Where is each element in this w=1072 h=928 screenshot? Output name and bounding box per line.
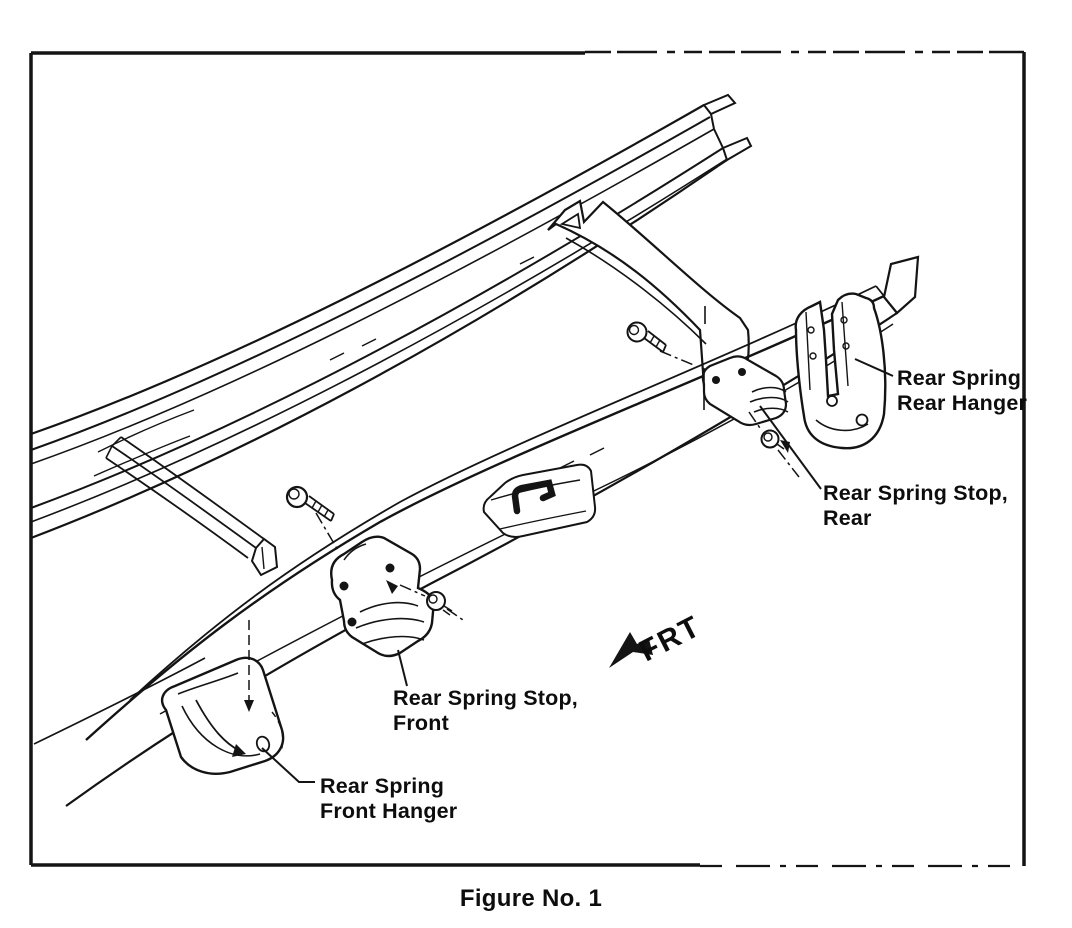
frt-label: FRT bbox=[634, 609, 707, 669]
label-rear-spring-front-hanger-line2: Front Hanger bbox=[320, 799, 458, 823]
label-rear-spring-stop-front-line1: Rear Spring Stop, bbox=[393, 686, 578, 710]
front-direction-indicator bbox=[609, 610, 706, 669]
leader-front-stop bbox=[398, 650, 407, 686]
label-rear-spring-front-hanger-line1: Rear Spring bbox=[320, 774, 445, 798]
label-rear-spring-rear-hanger-line2: Rear Hanger bbox=[897, 391, 1028, 415]
far-frame-rail bbox=[31, 95, 751, 538]
rail-slot-plate bbox=[484, 465, 595, 537]
mounting-bolt-rear bbox=[628, 323, 667, 353]
near-frame-rail bbox=[34, 257, 918, 806]
label-rear-spring-stop-front-line2: Front bbox=[393, 711, 449, 735]
label-rear-spring-rear-hanger-line1: Rear Spring bbox=[897, 366, 1022, 390]
figure-caption: Figure No. 1 bbox=[459, 885, 603, 912]
rear-spring-stop-rear-part bbox=[703, 356, 788, 425]
rear-spring-rear-hanger-part bbox=[796, 294, 886, 449]
mounting-bolt-front bbox=[287, 487, 334, 521]
rear-spring-stop-front-part bbox=[331, 537, 434, 656]
front-crossmember-brace bbox=[106, 437, 277, 575]
label-rear-spring-stop-rear-line2: Rear bbox=[823, 506, 872, 530]
label-rear-spring-stop-rear-line1: Rear Spring Stop, bbox=[823, 481, 1008, 505]
